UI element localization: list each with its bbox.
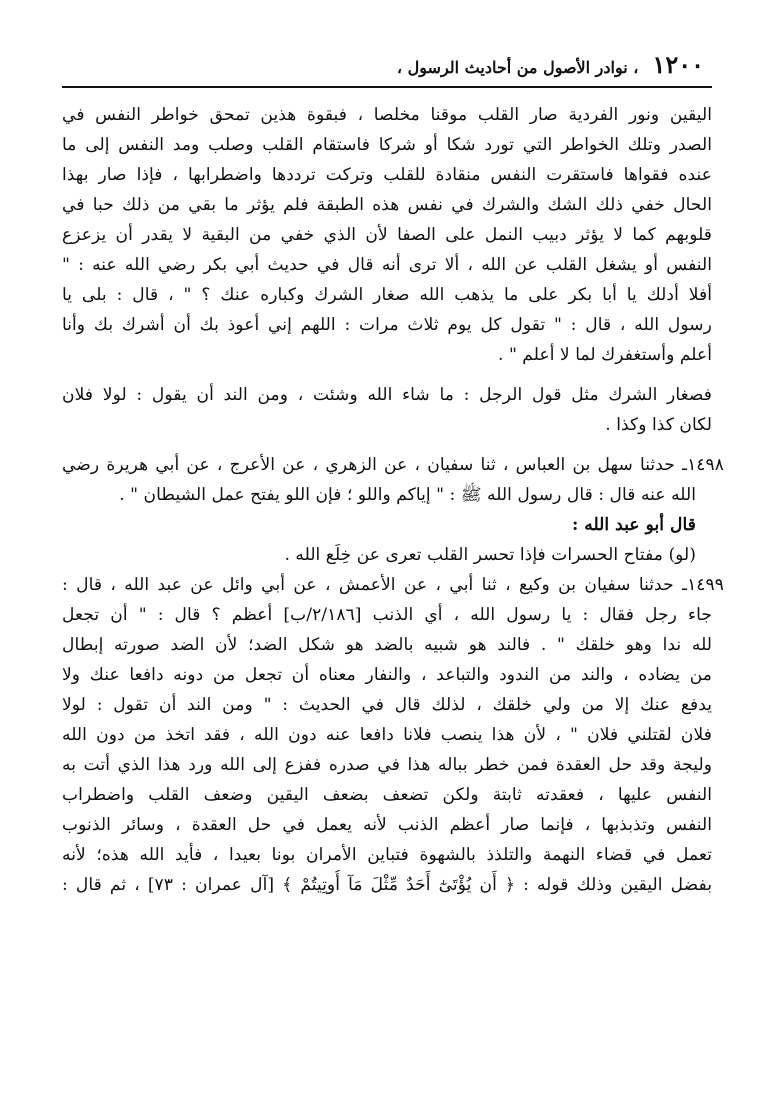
page-body	[62, 88, 724, 900]
text-line: أعلم وأستغفرك لما لا أعلم " .	[498, 345, 712, 365]
hadith-line: ١٤٩٨ـ حدثنا سهل بن العباس ، ثنا سفيان ، عن الزهري ، عن الأعرج ، عن أبي هريرة رضي	[62, 455, 724, 475]
hadith-line: من يضاده ، والند من الندود والتباعد ، والنفار معناه أن تجعل من دونه دافعا عنك ولا	[62, 665, 712, 685]
hadith-line: ١٤٩٩ـ حدثنا سفيان بن وكيع ، ثنا أبي ، عن الأعمش ، عن أبي وائل عن عبد الله ، قال :	[62, 575, 724, 595]
hadith-line: (لو) مفتاح الحسرات فإذا تحسر القلب تعرى عن خِلَع الله .	[284, 545, 696, 565]
paragraph-gap	[62, 440, 712, 450]
section-heading: قال أبو عبد الله :	[571, 515, 696, 535]
page-number: ١٢٠٠	[652, 50, 704, 79]
text-line: أفلا أدلك يا أبا بكر على ما يذهب الله صغار الشرك وكباره عنك ؟ " ، قال : بلى يا	[62, 285, 712, 305]
hadith-line: جاء رجل فقال : يا رسول الله ، أي الذنب [٢/١٨٦/ب] أعظم ؟ قال : " أن تجعل	[62, 605, 712, 625]
text-line: اليقين ونور الفردية صار القلب موقنا مخلصا ، فبقوة هذين تمحق خواطر النفس في	[62, 105, 712, 125]
paragraph	[62, 380, 712, 440]
text-line: عنده فقواها فاستقرت النفس منقادة للقلب وتركت ترددها واضطرابها ، فإذا صار بهذا	[62, 165, 712, 185]
hadith-line: وليجة وقد حل العقدة فمن خطر بباله هذا في صدره ففزع إلى الله ورد هذا الذي أتت به	[62, 755, 712, 775]
text-line: الصدر وتلك الخواطر التي تورد شكا أو شركا فاستقام القلب وصلب ومد النفس إلى ما	[62, 135, 712, 155]
paragraph	[62, 100, 712, 370]
text-line: الحال خفي ذلك الشك والشرك في نفس هذه الطبقة فلم يؤثر ما بقي من ذلك حبا في	[62, 195, 712, 215]
text-line: فصغار الشرك مثل قول الرجل : ما شاء الله وشئت ، ومن الند أن يقول : لولا فلان	[62, 385, 712, 405]
hadith-line: فلان لقتلني فلان " ، لأن هذا ينصب فلانا دافعا عنه دون الله ، فقد اتخذ من دون الله	[62, 725, 712, 745]
hadith-1499	[62, 570, 724, 900]
text-line: رسول الله ، قال : " تقول كل يوم ثلاث مرات : اللهم إني أعوذ بك أن أشرك بك وأنا	[62, 315, 712, 335]
hadith-line: النفس وتذبذبها ، فإنما صار أعظم الذنب لأنه يعمل في حل العقدة ، وسائر الذنوب	[62, 815, 712, 835]
text-line: لكان كذا وكذا .	[605, 415, 712, 435]
hadith-line: يدفع عنك إلا من ولي خلقك ، لذلك قال في الحديث : " ومن الند أن تقول : لولا	[62, 695, 712, 715]
hadith-line: تعمل في قضاء النهمة والتلذذ بالشهوة فتباين الأمران بونا بعيدا ، فأيد الله هذه؛ لأنه	[62, 845, 712, 865]
hadith-1498	[62, 450, 724, 570]
hadith-line: الله عنه قال : قال رسول الله ﷺ : " إياكم واللو ؛ فإن اللو يفتح عمل الشيطان " .	[119, 485, 696, 505]
text-line: قلوبهم كما لا يؤثر دبيب النمل على الصفا لأن الذي خفي من البقية لا يقدر أن يزعزع	[62, 225, 712, 245]
running-header	[62, 50, 712, 88]
hadith-line: بفضل اليقين وذلك قوله : ﴿ أَن يُؤْتَىٰٓ أَحَدٌ مِّثْلَ مَآ أُوتِيتُمْ ﴾ [آل عمران : ٧٣] ، ثم قال :	[62, 875, 712, 895]
hadith-line: النفس عليها ، فعقدته ثابتة ولكن تضعف بضعف اليقين وضعف القلب واضطراب	[62, 785, 712, 805]
book-page	[62, 50, 724, 900]
hadith-line: لله ندا وهو خلقك " . فالند هو شبيه بالضد هو شكل الضد؛ لأن الضد صورته إبطال	[62, 635, 712, 655]
text-line: النفس أو يشغل القلب عن الله ، ألا ترى أنه قال في حديث أبي بكر رضي الله عنه : "	[62, 255, 712, 275]
paragraph-gap	[62, 370, 712, 380]
book-title: ، نوادر الأصول من أحاديث الرسول ،	[396, 58, 639, 77]
